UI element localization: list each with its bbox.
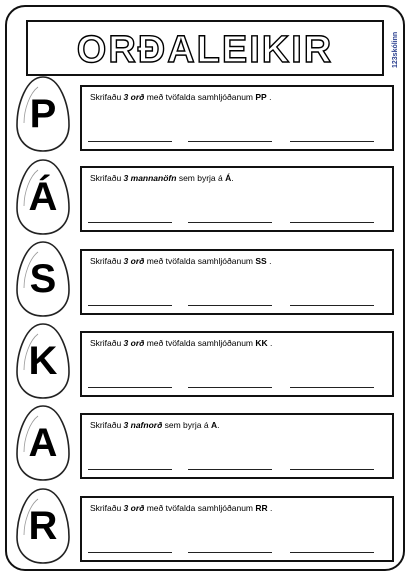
answer-line-3[interactable] <box>290 387 374 388</box>
egg-letter: S <box>29 256 57 301</box>
answer-line-1[interactable] <box>88 222 172 223</box>
instruction-bold: Á <box>225 173 232 183</box>
instruction-post: . <box>217 420 220 430</box>
answer-line-1[interactable] <box>88 469 172 470</box>
answer-line-3[interactable] <box>290 222 374 223</box>
instruction-pre: Skrifaðu <box>90 256 124 266</box>
instruction-mid: með tvöfalda samhljóðanum <box>144 503 256 513</box>
instruction-bold: SS <box>255 256 267 266</box>
title-text: ORÐALEIKIR <box>76 29 334 71</box>
prompt-box-6 <box>80 496 394 562</box>
instruction-pre: Skrifaðu <box>90 420 124 430</box>
instruction-pre: Skrifaðu <box>90 92 124 102</box>
instruction-text <box>90 503 272 513</box>
instruction-em: 3 nafnorð <box>123 420 163 430</box>
answer-line-3[interactable] <box>290 305 374 306</box>
easter-egg-3 <box>14 240 72 318</box>
prompt-box-1 <box>80 85 394 151</box>
answer-line-3[interactable] <box>290 469 374 470</box>
easter-egg-6 <box>14 487 72 565</box>
prompt-box-3 <box>80 249 394 315</box>
egg-letter: R <box>28 503 58 548</box>
prompt-box-5 <box>80 413 394 479</box>
instruction-em: 3 orð <box>123 338 145 348</box>
answer-line-1[interactable] <box>88 387 172 388</box>
instruction-pre: Skrifaðu <box>90 338 124 348</box>
answer-line-2[interactable] <box>188 222 272 223</box>
instruction-mid: með tvöfalda samhljóðanum <box>144 256 256 266</box>
prompt-box-4 <box>80 331 394 397</box>
answer-line-1[interactable] <box>88 305 172 306</box>
instruction-em: 3 mannanöfn <box>123 173 177 183</box>
title-box <box>26 20 384 76</box>
answer-line-2[interactable] <box>188 469 272 470</box>
instruction-mid: með tvöfalda samhljóðanum <box>144 92 256 102</box>
instruction-post: . <box>267 338 273 348</box>
instruction-mid: með tvöfalda samhljóðanum <box>144 338 256 348</box>
easter-egg-4 <box>14 322 72 400</box>
instruction-bold: KK <box>255 338 268 348</box>
instruction-em: 3 orð <box>123 503 145 513</box>
answer-line-2[interactable] <box>188 305 272 306</box>
instruction-pre: Skrifaðu <box>90 503 124 513</box>
instruction-bold: PP <box>255 92 267 102</box>
egg-letter: K <box>28 338 58 383</box>
instruction-mid: sem byrja á <box>176 173 226 183</box>
instruction-post: . <box>266 92 272 102</box>
egg-letter: Á <box>28 174 58 219</box>
brand-text: 123skólinn <box>392 31 399 68</box>
instruction-em: 3 orð <box>123 256 145 266</box>
instruction-mid: sem byrja á <box>162 420 211 430</box>
answer-line-3[interactable] <box>290 552 374 553</box>
answer-line-3[interactable] <box>290 141 374 142</box>
instruction-post: . <box>266 256 272 266</box>
instruction-pre: Skrifaðu <box>90 173 124 183</box>
instruction-text <box>90 420 219 430</box>
instruction-text <box>90 338 272 348</box>
instruction-text <box>90 256 271 266</box>
answer-line-2[interactable] <box>188 387 272 388</box>
answer-line-1[interactable] <box>88 552 172 553</box>
answer-line-1[interactable] <box>88 141 172 142</box>
brand-logo <box>388 26 400 70</box>
instruction-bold: RR <box>255 503 268 513</box>
easter-egg-5 <box>14 404 72 482</box>
instruction-post: . <box>231 173 234 183</box>
answer-line-2[interactable] <box>188 552 272 553</box>
egg-letter: P <box>29 91 57 136</box>
instruction-text <box>90 173 234 183</box>
egg-letter: A <box>28 420 58 465</box>
instruction-em: 3 orð <box>123 92 145 102</box>
page-title <box>28 22 382 74</box>
instruction-bold: A <box>210 420 218 430</box>
answer-line-2[interactable] <box>188 141 272 142</box>
prompt-box-2 <box>80 166 394 232</box>
instruction-post: . <box>267 503 273 513</box>
instruction-text <box>90 92 271 102</box>
easter-egg-2 <box>14 158 72 236</box>
easter-egg-1 <box>14 75 72 153</box>
